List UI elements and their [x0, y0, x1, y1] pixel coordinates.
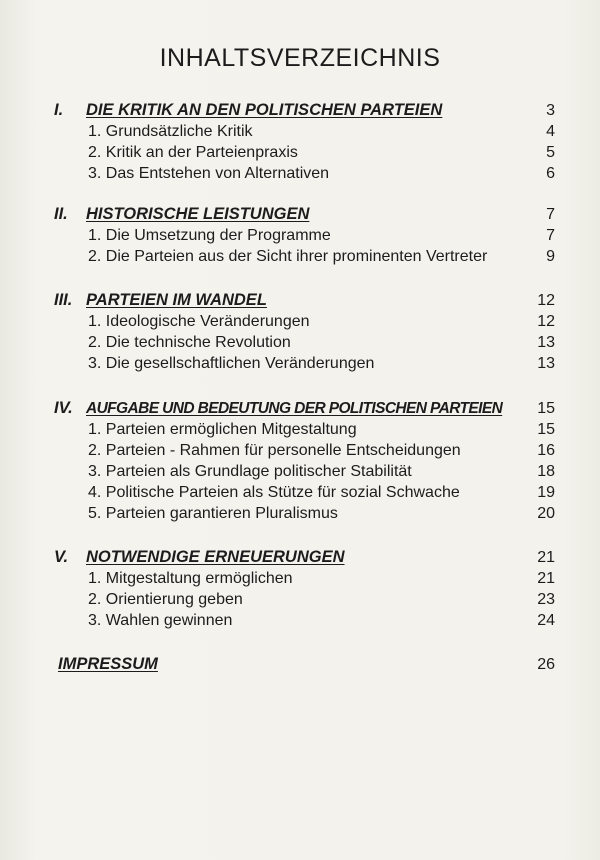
section-numeral: I.: [54, 101, 64, 119]
toc-entry: [0, 246, 600, 267]
entry-title: 1. Die Umsetzung der Programme: [88, 227, 331, 244]
toc-entry: [0, 461, 600, 482]
toc-section-5: [0, 547, 600, 631]
entry-title: 4. Politische Parteien als Stütze für sozial Schwache: [88, 484, 460, 501]
toc-entry: [0, 482, 600, 503]
page-number: 15: [537, 400, 555, 417]
entry-title: 2. Die technische Revolution: [88, 334, 291, 351]
section-heading: [0, 547, 600, 568]
page-number: 12: [537, 292, 555, 309]
toc-entry: [0, 121, 600, 142]
section-numeral: IV.: [54, 399, 73, 417]
toc-section-3: [0, 290, 600, 374]
entry-title: 1. Parteien ermöglichen Mitgestaltung: [88, 421, 357, 438]
page-number: 15: [537, 421, 555, 438]
page-number: 5: [546, 144, 555, 161]
toc-entry: [0, 225, 600, 246]
entry-title: 3. Das Entstehen von Alternativen: [88, 165, 330, 182]
toc-section-impressum: [0, 654, 600, 675]
section-heading: [0, 290, 600, 311]
entry-title: 2. Die Parteien aus der Sicht ihrer prominenten Vertreter: [88, 248, 488, 265]
section-heading: [0, 100, 600, 121]
page-number: 16: [537, 442, 555, 459]
toc-section-2: [0, 204, 600, 267]
toc-entry: [0, 589, 600, 610]
page-title: INHALTSVERZEICHNIS: [159, 44, 441, 72]
entry-title: 1. Mitgestaltung ermöglichen: [88, 570, 293, 587]
toc-entry: [0, 419, 600, 440]
page-number: 23: [537, 591, 555, 608]
entry-title: 2. Orientierung geben: [88, 591, 243, 608]
page-number: 12: [537, 313, 555, 330]
toc-entry: [0, 311, 600, 332]
section-title: AUFGABE UND BEDEUTUNG DER POLITISCHEN PARTEIEN: [86, 400, 503, 417]
page-number: 3: [546, 102, 555, 119]
entry-title: 2. Kritik an der Parteienpraxis: [88, 144, 298, 161]
page-number: 13: [537, 355, 555, 372]
page-number: 9: [546, 248, 555, 265]
entry-title: 2. Parteien - Rahmen für personelle Entscheidungen: [88, 442, 461, 459]
section-numeral: II.: [54, 205, 68, 223]
page-number: 19: [537, 484, 555, 501]
section-title: HISTORISCHE LEISTUNGEN: [86, 205, 310, 223]
page-number: 20: [537, 505, 555, 522]
toc-entry: [0, 353, 600, 374]
section-numeral: III.: [54, 291, 73, 309]
section-numeral: V.: [54, 548, 69, 566]
entry-title: 1. Grundsätzliche Kritik: [88, 123, 253, 140]
entry-title: 5. Parteien garantieren Pluralismus: [88, 505, 338, 522]
entry-title: 3. Die gesellschaftlichen Veränderungen: [88, 355, 375, 372]
section-heading: [0, 398, 600, 419]
toc-entry: [0, 332, 600, 353]
entry-title: 1. Ideologische Veränderungen: [88, 313, 310, 330]
section-heading: [0, 654, 600, 675]
toc-section-4: [0, 398, 600, 524]
toc-entry: [0, 610, 600, 631]
entry-title: 3. Parteien als Grundlage politischer Stabilität: [88, 463, 412, 480]
section-title: DIE KRITIK AN DEN POLITISCHEN PARTEIEN: [86, 101, 443, 119]
section-title: PARTEIEN IM WANDEL: [86, 291, 267, 309]
section-title: IMPRESSUM: [58, 655, 158, 673]
toc-entry: [0, 440, 600, 461]
page-number: 26: [537, 656, 555, 673]
toc-section-1: [0, 100, 600, 184]
page-number: 21: [537, 570, 555, 587]
toc-entry: [0, 568, 600, 589]
section-heading: [0, 204, 600, 225]
page-number: 7: [546, 206, 555, 223]
page-number: 24: [537, 612, 555, 629]
page-number: 18: [537, 463, 555, 480]
entry-title: 3. Wahlen gewinnen: [88, 612, 233, 629]
page-number: 7: [546, 227, 555, 244]
toc-entry: [0, 163, 600, 184]
page-number: 21: [537, 549, 555, 566]
section-title: NOTWENDIGE ERNEUERUNGEN: [86, 548, 345, 566]
page-number: 13: [537, 334, 555, 351]
page-number: 6: [546, 165, 555, 182]
toc-entry: [0, 503, 600, 524]
page-number: 4: [546, 123, 555, 140]
toc-entry: [0, 142, 600, 163]
